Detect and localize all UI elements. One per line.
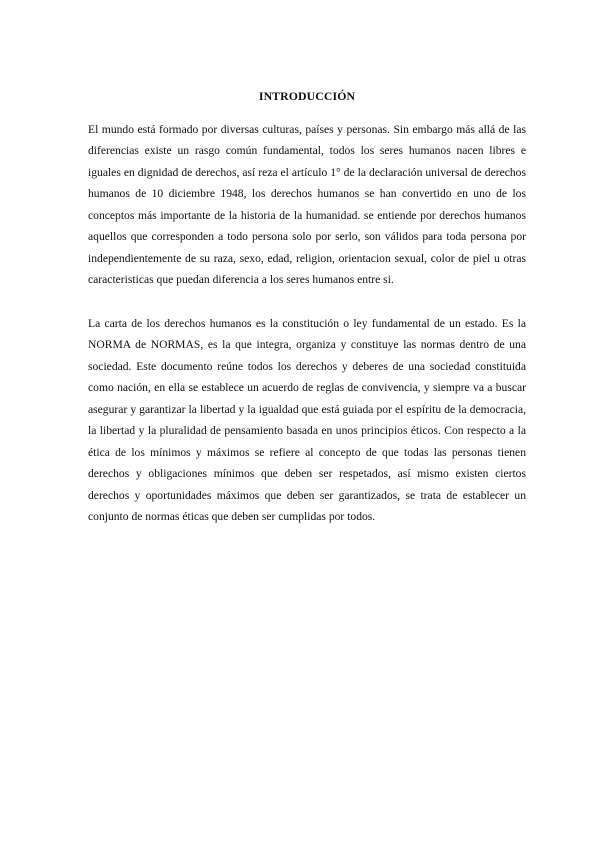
paragraph-intro: El mundo está formado por diversas culturas, países y personas. Sin embargo más allá de las diferencias existe un rasgo común fundamental, todos los seres humanos nacen libres e iguales en dignidad de derechos, así reza el artículo 1° de la declaración universal de derechos humanos de 10 diciembre 1948, los derechos humanos se han convertido en uno de los conceptos más importante de la historia de la humanidad. se entiende por derechos humanos aquellos que corresponden a todo persona solo por serlo, son válidos para toda persona por independientemente de su raza, sexo, edad, religion, orientacion sexual, color de piel u otras caracteristicas que puedan diferencia a los seres humanos entre si. xyxy=(88,122,526,286)
page-title: INTRODUCCIÓN xyxy=(258,89,356,103)
document-body xyxy=(88,86,526,528)
paragraph-carta-derechos: La carta de los derechos humanos es la constitución o ley fundamental de un estado. Es la NORMA de NORMAS, es la que integra, organiza y constituye las normas dentro de una sociedad. Este documento reúne todos los derechos y deberes de una sociedad constituida como nación, en ella se establece un acuerdo de reglas de convivencia, y siempre va a buscar asegurar y garantizar la libertad y la igualdad que está guiada por el espíritu de la democracia, la libertad y la pluralidad de pensamiento basada en unos principios éticos. Con respecto a la ética de los mínimos y máximos se refiere al concepto de que todas las personas tienen derechos y obligaciones mínimos que deben ser respetados, así mismo existen ciertos derechos y oportunidades máximos que deben ser garantizados, se trata de establecer un conjunto de normas éticas que deben ser cumplidas por todos. xyxy=(88,316,526,523)
